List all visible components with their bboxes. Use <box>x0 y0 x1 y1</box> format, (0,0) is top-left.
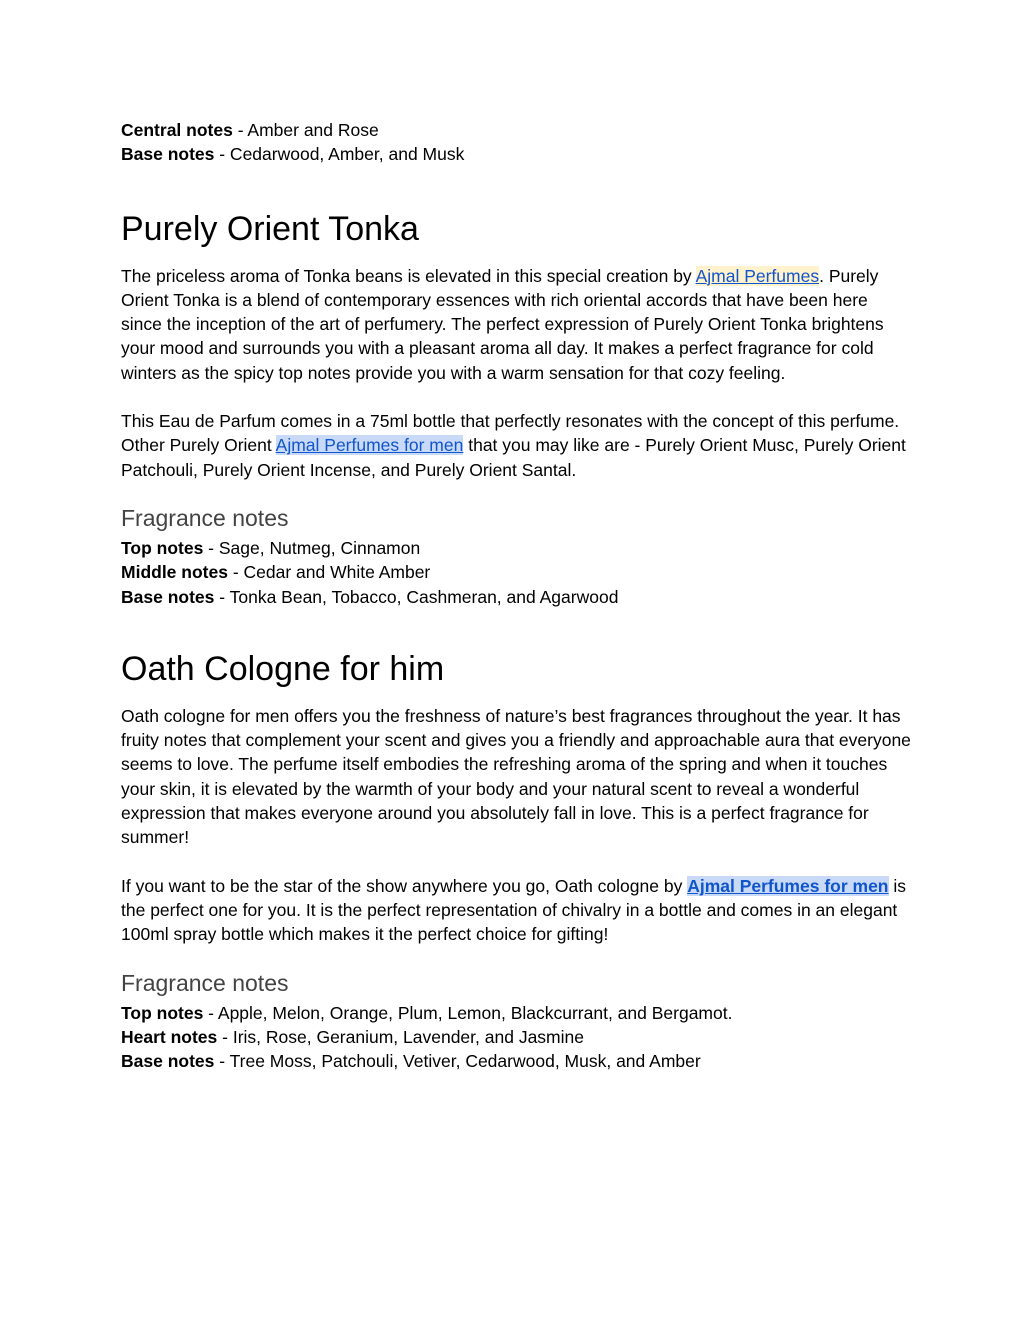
paragraph-text: is the perfect one for you. It is the perfect representation of chivalry in a bottle and comes in an elegant 100ml spray bottle which makes it the perfect choice for gifting! <box>121 875 906 945</box>
paragraph-text: The priceless aroma of Tonka beans is elevated in this special creation by <box>121 265 696 286</box>
notes-label: Heart notes <box>121 1026 218 1047</box>
ajmal-perfumes-link[interactable]: Ajmal Perfumes <box>695 265 820 286</box>
notes-label: Middle notes <box>121 562 228 583</box>
ajmal-perfumes-for-men-link[interactable]: Ajmal Perfumes for men <box>687 875 889 896</box>
paragraph-text: If you want to be the star of the show anywhere you go, Oath cologne by <box>121 875 688 896</box>
notes-text: - Tonka Bean, Tobacco, Cashmeran, and Agarwood <box>214 586 619 607</box>
middle-notes-line <box>121 560 911 584</box>
paragraph <box>121 874 911 947</box>
ajmal-perfumes-for-men-link[interactable]: Ajmal Perfumes for men <box>275 435 464 456</box>
paragraph-text: that you may like are - Purely Orient Musc, Purely Orient Patchouli, Purely Orient Incense, and Purely Orient Santal. <box>121 435 906 480</box>
paragraph <box>121 264 911 385</box>
notes-text: - Cedar and White Amber <box>227 562 431 583</box>
paragraph-text: This Eau de Parfum comes in a 75ml bottle that perfectly resonates with the concept of this perfume. Other Purely Orient <box>121 411 900 456</box>
section-title-oath-cologne: Oath Cologne for him <box>121 649 445 688</box>
section-title-purely-orient-tonka: Purely Orient Tonka <box>121 209 419 248</box>
notes-text: - Tree Moss, Patchouli, Vetiver, Cedarwood, Musk, and Amber <box>214 1051 701 1072</box>
notes-label: Base notes <box>121 144 215 165</box>
base-notes-line <box>121 585 911 609</box>
notes-text: - Apple, Melon, Orange, Plum, Lemon, Blackcurrant, and Bergamot. <box>203 1002 733 1023</box>
base-notes-line <box>121 142 911 166</box>
notes-label: Top notes <box>121 537 204 558</box>
document-page <box>121 118 911 1073</box>
paragraph-text: . Purely Orient Tonka is a blend of contemporary essences with rich oriental accords that have been here since the inception of the art of perfumery. The perfect expression of Purely Orient Tonka brightens your mood and surrounds you with a pleasant aroma all day. It makes a perfect fragrance for cold winters as the spicy top notes provide you with a warm sensation for that cozy feeling. <box>121 265 884 383</box>
notes-label: Base notes <box>121 1051 215 1072</box>
paragraph <box>121 409 911 482</box>
central-notes-line <box>121 118 911 142</box>
notes-label: Central notes <box>121 120 233 140</box>
notes-text: - Sage, Nutmeg, Cinnamon <box>203 537 421 558</box>
base-notes-line <box>121 1049 911 1073</box>
fragrance-notes-heading: Fragrance notes <box>121 969 289 996</box>
top-notes-line <box>121 1001 911 1025</box>
heart-notes-line <box>121 1025 911 1049</box>
notes-text: - Iris, Rose, Geranium, Lavender, and Jasmine <box>217 1026 584 1047</box>
notes-text: - Cedarwood, Amber, and Musk <box>214 144 465 165</box>
notes-label: Top notes <box>121 1002 204 1023</box>
paragraph: Oath cologne for men offers you the freshness of nature’s best fragrances throughout the year. It has fruity notes that complement your scent and gives you a friendly and approachable aura that everyone seems to love. The perfume itself embodies the refreshing aroma of the spring and when it touches your skin, it is elevated by the warmth of your body and your natural scent to reveal a wonderful expression that makes everyone around you absolutely fall in love. This is a perfect fragrance for summer! <box>121 705 911 848</box>
top-notes-line <box>121 536 911 560</box>
fragrance-notes-heading: Fragrance notes <box>121 504 289 531</box>
notes-text: - Amber and Rose <box>232 120 379 140</box>
notes-label: Base notes <box>121 586 215 607</box>
